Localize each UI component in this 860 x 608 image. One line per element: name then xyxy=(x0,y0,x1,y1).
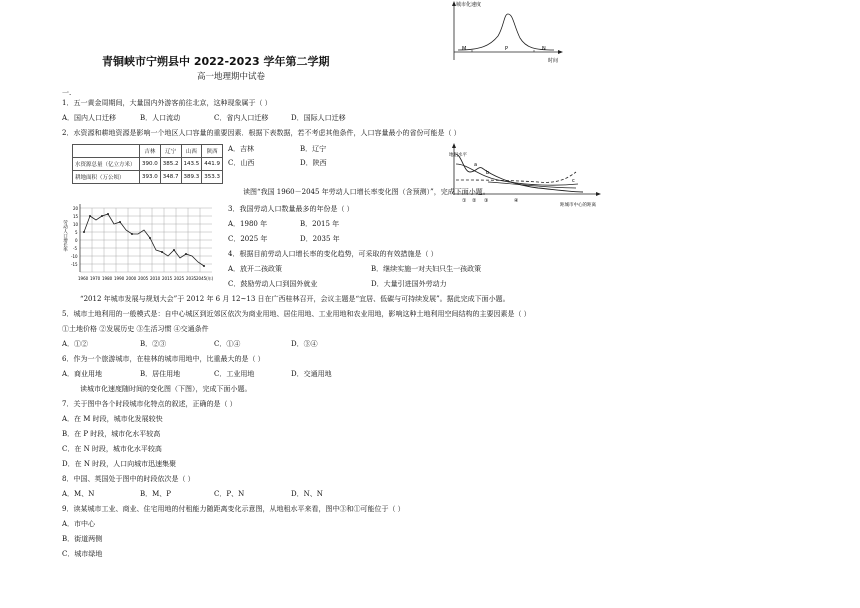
urban-speed-point-n: N xyxy=(542,46,546,52)
labor-tick-y: 5 xyxy=(75,230,78,235)
q7-option-a: A．在 M 时段，城市化发展较快 xyxy=(62,415,163,423)
q5-option-d: D．③④ xyxy=(291,340,318,348)
urban-speed-point-p: P xyxy=(505,46,509,52)
table-cell: 389.3 xyxy=(181,171,202,184)
table-cell: 385.2 xyxy=(160,158,181,171)
labor-tick-x: 2035 xyxy=(186,276,197,281)
urban-speed-point-m: M xyxy=(462,46,467,52)
q7-option-d: D．在 N 时段，人口向城市迅速集聚 xyxy=(62,460,177,468)
labor-tick-x: 2005 xyxy=(138,276,149,281)
labor-tick-x: 1970 xyxy=(90,276,101,281)
urban-speed-ylabel: 城市化速度 xyxy=(456,2,482,8)
q6-option-a: A．商业用地 xyxy=(62,370,103,378)
q8-option-d: D．N、N xyxy=(291,490,323,498)
q2-option-c: C．山西 xyxy=(228,159,255,167)
labor-tick-y: -5 xyxy=(73,246,77,251)
q4-option-d: D．大量引进国外劳动力 xyxy=(371,280,447,288)
q1-option-b: B．人口流动 xyxy=(140,114,181,122)
labor-tick-x: 1990 xyxy=(114,276,125,281)
q3-option-d: D．2035 年 xyxy=(300,235,340,243)
labor-tick-y: 15 xyxy=(73,214,79,219)
question-2: 2．水资源和耕地资源是影响一个地区人口容量的重要因素．根据下表数据，若不考虑其他条件，人口容量最小的省份可能是（ ） xyxy=(62,129,461,137)
labor-growth-chart xyxy=(62,200,216,284)
question-6: 6．作为一个旅游城市，在桂林的城市用地中，比重最大的是（ ） xyxy=(62,355,265,363)
q3-option-a: A．1980 年 xyxy=(228,220,268,228)
q3-option-b: B．2015 年 xyxy=(300,220,340,228)
labor-tick-x: 2010 xyxy=(150,276,161,281)
labor-tick-x: 1980 xyxy=(102,276,113,281)
page-subtitle: 高一地理期中试卷 xyxy=(197,72,266,82)
q6-option-b: B．居住用地 xyxy=(140,370,181,378)
question-3: 3．我国劳动人口数量最多的年份是（ ） xyxy=(228,205,354,213)
urban-speed-xlabel: 时间 xyxy=(548,58,559,64)
table-header-cell xyxy=(73,145,140,158)
table-cell: 143.5 xyxy=(181,158,202,171)
labor-tick-x: 2000 xyxy=(126,276,137,281)
page-title: 青铜峡市宁朔县中 2022-2023 学年第二学期 xyxy=(102,55,330,68)
question-5: 5．城市土地利用的一般模式是：自中心城区到近郊区依次为商业用地、居住用地、工业用地和农业用地，影响这种土地利用空间结构的主要因素是（ ） xyxy=(62,310,531,318)
labor-tick-y: -10 xyxy=(71,254,78,259)
q9-option-b: B．街道两侧 xyxy=(62,535,103,543)
labor-tick-x: 2025 xyxy=(174,276,185,281)
q8-option-a: A．M、N xyxy=(62,490,95,498)
q6-option-c: C．工业用地 xyxy=(214,370,255,378)
q5-option-c: C．①④ xyxy=(214,340,241,348)
table-cell: 348.7 xyxy=(160,171,181,184)
q2-option-d: D．陕西 xyxy=(300,159,327,167)
labor-tick-x: 2045(年) xyxy=(196,276,214,281)
labor-intro: 读图“我国 1960－2045 年劳动人口增长率变化图（含预测）”，完成下面小题。 xyxy=(243,188,490,196)
q2-option-b: B．辽宁 xyxy=(300,145,327,153)
land-zone-3: ③ xyxy=(484,198,489,204)
q4-option-a: A．放开二孩政策 xyxy=(228,265,283,273)
labor-tick-y: -15 xyxy=(71,262,78,267)
resource-table xyxy=(72,144,223,184)
speed-intro: 读城市化速度随时间的变化图（下图），完成下面小题。 xyxy=(80,385,252,393)
q9-option-a: A．市中心 xyxy=(62,520,96,528)
q1-option-c: C．省内人口迁移 xyxy=(214,114,269,122)
table-cell: 393.0 xyxy=(140,171,161,184)
land-zone-2: ② xyxy=(472,198,477,204)
land-xlabel: 距城市中心的距离 xyxy=(560,203,596,208)
conference-intro: “2012 年城市发展与规划大会”于 2012 年 6 月 12~13 日在广西桂林召开，会议主题是“宜居、低碳与可持续发展”。据此完成下面小题。 xyxy=(80,295,510,303)
q3-option-c: C．2025 年 xyxy=(228,235,268,243)
q7-option-b: B．在 P 时段，城市化水平较高 xyxy=(62,430,161,438)
labor-tick-y: 20 xyxy=(73,206,79,211)
land-zone-1: ① xyxy=(462,198,467,204)
labor-tick-y: 10 xyxy=(73,222,79,227)
table-cell: 水资源总量（亿立方米） xyxy=(73,158,140,171)
land-price-chart xyxy=(448,142,608,210)
land-curve-b: b xyxy=(486,170,490,176)
table-cell: 353.3 xyxy=(202,171,223,184)
question-8: 8．中国、英国处于图中的时段依次是（ ） xyxy=(62,475,195,483)
q6-option-d: D．交通用地 xyxy=(291,370,332,378)
question-7: 7．关于图中各个时段城市化特点的叙述，正确的是（ ） xyxy=(62,400,237,408)
q5-factors: ①土地价格 ②发展历史 ③生活习惯 ④交通条件 xyxy=(62,325,209,333)
q4-option-b: B．继续实施一对夫妇只生一孩政策 xyxy=(371,265,482,273)
q7-option-c: C．在 N 时段，城市化水平较高 xyxy=(62,445,162,453)
table-header-cell: 陕西 xyxy=(202,145,223,158)
labor-tick-y: 0 xyxy=(75,238,78,243)
question-1: 1．五一黄金周期间，大量国内外游客前往北京，这种现象属于（ ） xyxy=(62,99,272,107)
land-curve-c: c xyxy=(572,178,575,184)
land-ylabel: 地租水平 xyxy=(449,153,467,158)
table-header-cell: 山西 xyxy=(181,145,202,158)
q2-option-a: A．吉林 xyxy=(228,145,255,153)
question-4: 4．根据目前劳动人口增长率的变化趋势，可采取的有效措施是（ ） xyxy=(228,250,438,258)
table-header-cell: 吉林 xyxy=(140,145,161,158)
q5-option-b: B．②③ xyxy=(140,340,167,348)
q1-option-d: D．国际人口迁移 xyxy=(291,114,346,122)
q8-option-b: B．M、P xyxy=(140,490,172,498)
q5-option-a: A．①② xyxy=(62,340,89,348)
land-zone-4: ④ xyxy=(514,198,519,204)
question-9: 9．读某城市工业、商业、住宅用地的付租能力随距离变化示意图，从地租水平来看，图中③和①可能位于（ ） xyxy=(62,505,405,513)
q8-option-c: C．P、N xyxy=(214,490,245,498)
table-cell: 耕地面积（万公顷） xyxy=(73,171,140,184)
q4-option-c: C．鼓励劳动人口到国外就业 xyxy=(228,280,318,288)
q1-option-a: A．国内人口迁移 xyxy=(62,114,117,122)
labor-ylabel: 劳动人口增长率 xyxy=(62,220,68,252)
q9-option-c: C．城市绿地 xyxy=(62,550,103,558)
table-cell: 441.9 xyxy=(202,158,223,171)
labor-tick-x: 1960 xyxy=(78,276,89,281)
table-header-cell: 辽宁 xyxy=(160,145,181,158)
section-marker: 一. xyxy=(62,89,72,97)
urban-speed-chart xyxy=(450,0,570,64)
labor-tick-x: 2015 xyxy=(162,276,173,281)
land-curve-a: a xyxy=(474,162,478,168)
table-cell: 390.0 xyxy=(140,158,161,171)
